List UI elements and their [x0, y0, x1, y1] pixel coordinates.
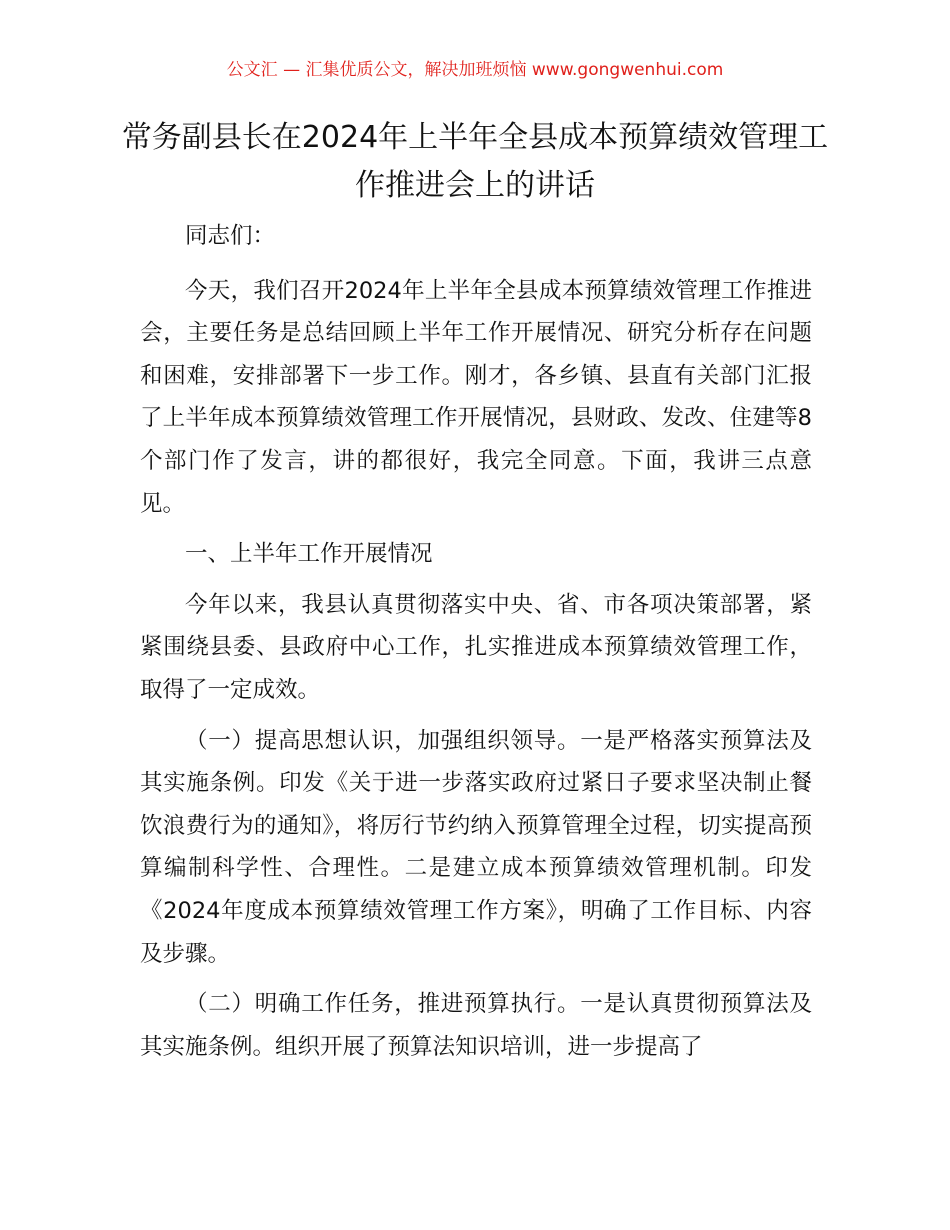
paragraph-intro: 今天，我们召开2024年上半年全县成本预算绩效管理工作推进会，主要任务是总结回顾上半年工作开展情况、研究分析存在问题和困难，安排部署下一步工作。刚才，各乡镇、县直有关部门汇报了上半年成本预算绩效管理工作开展情况，县财政、发改、住建等8个部门作了发言，讲的都很好，我完全同意。下面，我讲三点意见。: [140, 277, 812, 517]
salutation: 同志们：: [185, 223, 276, 249]
section-heading-1: 一、上半年工作开展情况: [185, 541, 433, 568]
paragraph-subsection-1: （一）提高思想认识，加强组织领导。一是严格落实预算法及其实施条例。印发《关于进一步落实政府过紧日子要求坚决制止餐饮浪费行为的通知》，将厉行节约纳入预算管理全过程，切实提高预算编制科学性、合理性。二是建立成本预算绩效管理机制。印发《2024年度成本预算绩效管理工作方案》，明确了工作目标、内容及步骤。: [140, 727, 812, 967]
document-body: [140, 215, 812, 1076]
paragraph-overview: 今年以来，我县认真贯彻落实中央、省、市各项决策部署，紧紧围绕县委、县政府中心工作，扎实推进成本预算绩效管理工作，取得了一定成效。: [140, 591, 812, 703]
paragraph-subsection-2: （二）明确工作任务，推进预算执行。一是认真贯彻预算法及其实施条例。组织开展了预算法知识培训，进一步提高了: [140, 991, 812, 1060]
document-title: 常务副县长在2024年上半年全县成本预算绩效管理工作推进会上的讲话: [121, 120, 829, 203]
watermark-header: 公文汇 — 汇集优质公文，解决加班烦恼 www.gongwenhui.com: [226, 60, 724, 80]
